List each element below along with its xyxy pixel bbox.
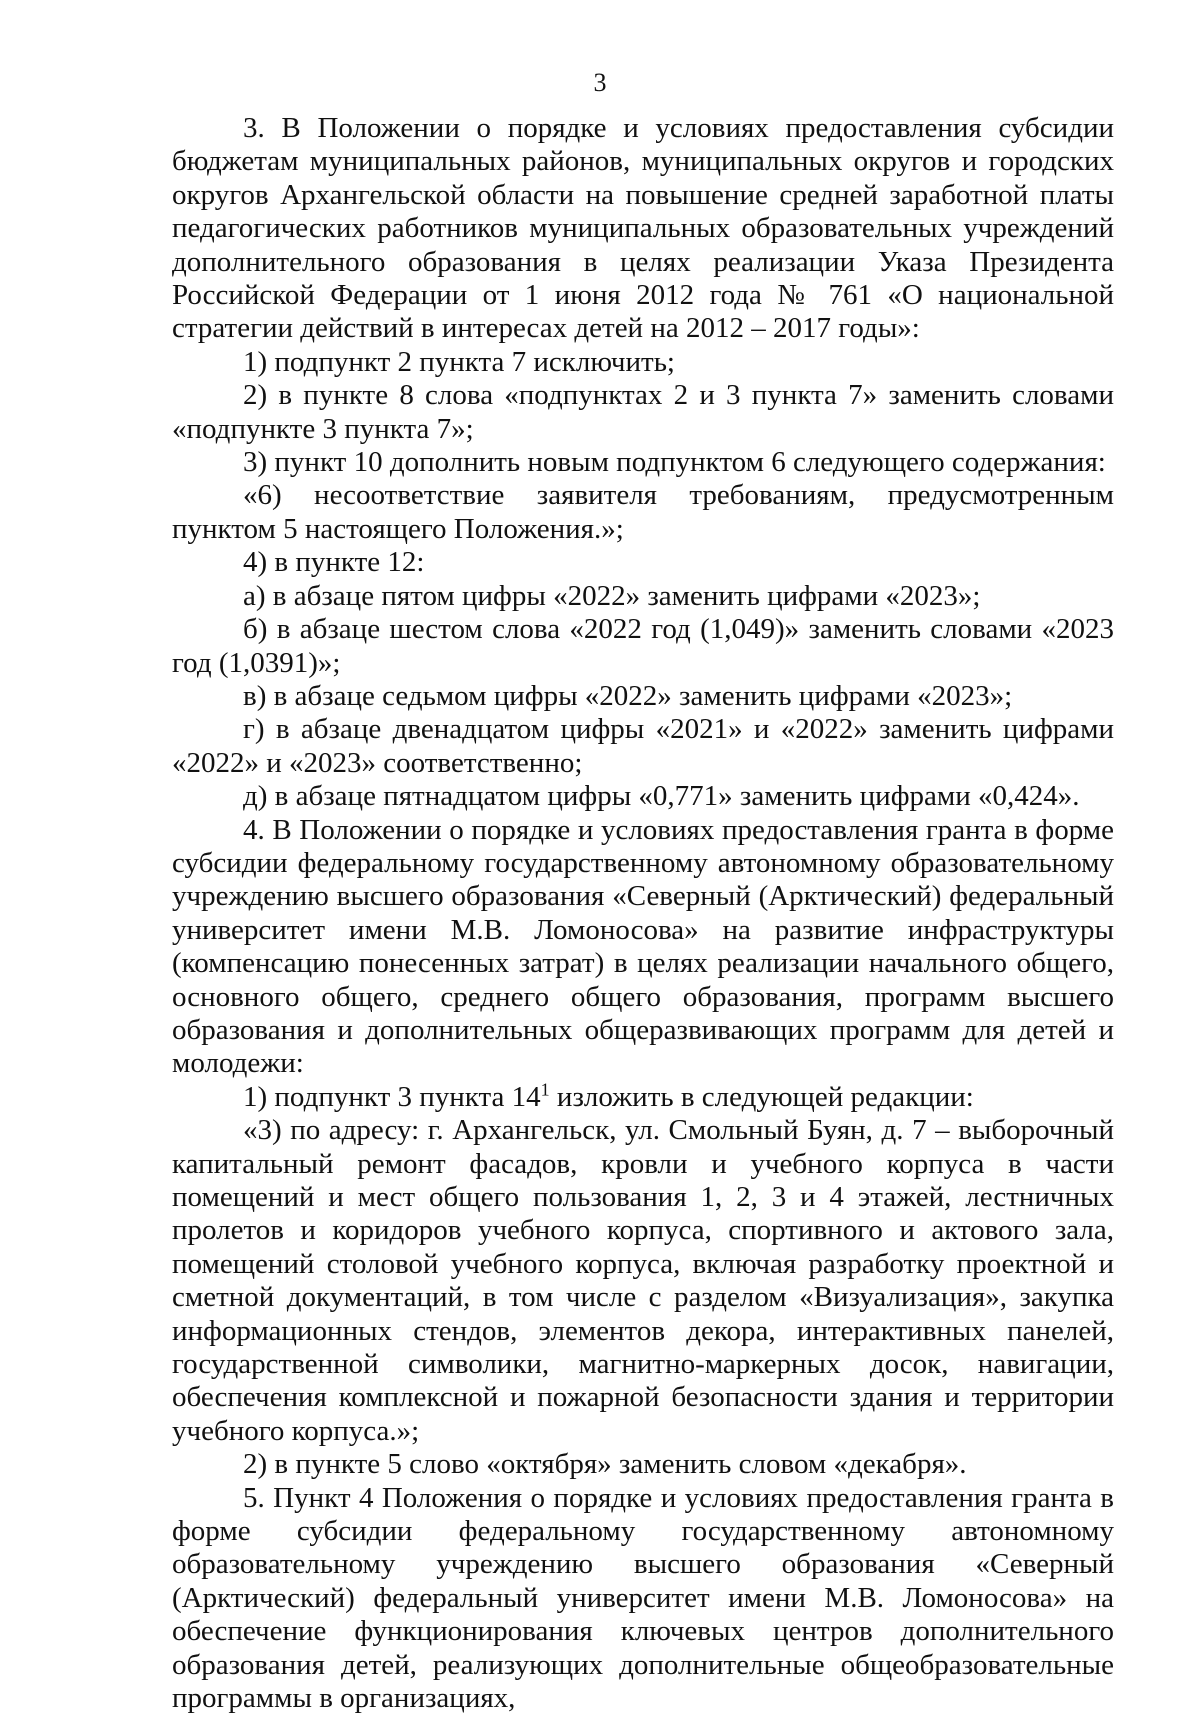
paragraph-subitem-superscript: [172, 1081, 1114, 1114]
paragraph-letter-item: а) в абзаце пятом цифры «2022» заменить цифрами «2023»;: [243, 579, 981, 612]
paragraph-letter-item: в) в абзаце седьмом цифры «2022» заменить цифрами «2023»;: [243, 679, 1013, 712]
paragraph-item-3: 3. В Положении о порядке и условиях предоставления субсидии бюджетам муниципальных районов, муниципальных округов и городских округов Архангельской области на повышение средней заработной платы педагогических работников муниципальных образовательных учреждений дополнительного образования в целях реализации Указа Президента Российской Федерации от 1 июня 2012 года № 761 «О национальной стратегии действий в интересах детей на 2012 – 2017 годы»:: [172, 112, 1114, 345]
paragraph-item-4: 4. В Положении о порядке и условиях предоставления гранта в форме субсидии федеральному государственному автономному образовательному учреждению высшего образования «Северный (Арктический) федеральный университет имени М.В. Ломоносова» на развитие инфраструктуры (компенсацию понесенных затрат) в целях реализации начального общего, основного общего, среднего общего образования, программ высшего образования и дополнительных общеразвивающих программ для детей и молодежи:: [172, 813, 1114, 1080]
document-body: [172, 112, 1114, 1716]
paragraph-subitem: 3) пункт 10 дополнить новым подпунктом 6 следующего содержания:: [243, 446, 1106, 479]
page-number: 3: [593, 68, 607, 97]
text-after-superscript: изложить в следующей редакции:: [549, 1080, 974, 1113]
paragraph-subitem: 1) подпункт 2 пункта 7 исключить;: [243, 345, 675, 378]
paragraph-item-5: 5. Пункт 4 Положения о порядке и условиях предоставления гранта в форме субсидии федеральному государственному автономному образовательному учреждению высшего образования «Северный (Арктический) федеральный университет имени М.В. Ломоносова» на обеспечение функционирования ключевых центров дополнительного образования детей, реализующих дополнительные общеобразовательные программы в организациях,: [172, 1481, 1114, 1715]
paragraph-letter-item: д) в абзаце пятнадцатом цифры «0,771» заменить цифрами «0,424».: [243, 780, 1080, 813]
text-before-superscript: 1) подпункт 3 пункта 14: [243, 1080, 541, 1113]
paragraph-subitem: 2) в пункте 5 слово «октября» заменить словом «декабря».: [243, 1448, 967, 1481]
paragraph-subitem: 4) в пункте 12:: [243, 546, 425, 579]
paragraph-letter-item: г) в абзаце двенадцатом цифры «2021» и «2022» заменить цифрами «2022» и «2023» соответственно;: [172, 713, 1114, 779]
paragraph-letter-item: б) в абзаце шестом слова «2022 год (1,049)» заменить словами «2023 год (1,0391)»;: [172, 613, 1114, 679]
paragraph-quote: «6) несоответствие заявителя требованиям, предусмотренным пунктом 5 настоящего Положения.»;: [172, 479, 1114, 545]
paragraph-subitem: 2) в пункте 8 слова «подпунктах 2 и 3 пункта 7» заменить словами «подпункте 3 пункта 7»;: [172, 379, 1114, 445]
superscript: 1: [540, 1079, 550, 1100]
paragraph-quote: «3) по адресу: г. Архангельск, ул. Смольный Буян, д. 7 – выборочный капитальный ремонт фасадов, кровли и учебного корпуса в части помещений и мест общего пользования 1, 2, 3 и 4 этажей, лестничных пролетов и коридоров учебного корпуса, спортивного и актового зала, помещений столовой учебного корпуса, включая разработку проектной и сметной документаций, в том числе с разделом «Визуализация», закупка информационных стендов, элементов декора, интерактивных панелей, государственной символики, магнитно-маркерных досок, навигации, обеспечения комплексной и пожарной безопасности здания и территории учебного корпуса.»;: [172, 1114, 1114, 1447]
